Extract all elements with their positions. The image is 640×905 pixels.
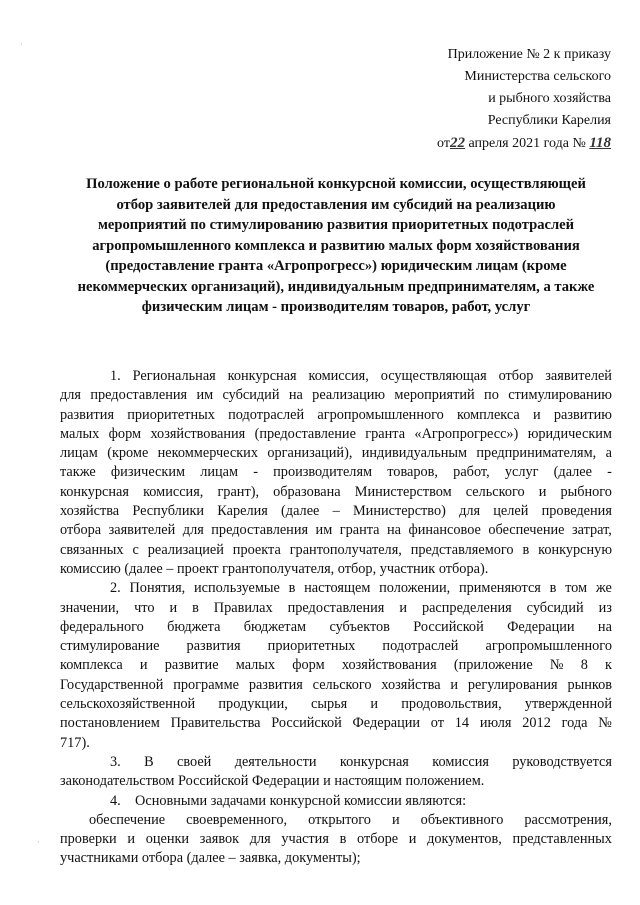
paragraph-line: федерального бюджета бюджетам субъектов Российской Федерации на <box>60 618 612 635</box>
title-line: агропромышленного комплекса и развитию малых форм хозяйствования <box>92 237 580 254</box>
paragraph-line: для предоставления им субсидий на реализацию мероприятий по стимулированию <box>60 387 612 404</box>
date-prefix: от <box>437 136 450 151</box>
title-line: отбор заявителей для предоставления им субсидий на реализацию <box>116 196 556 213</box>
paragraph-line: связанных с реализацией проекта грантополучателя, представляемого в конкурсную <box>60 541 612 558</box>
scan-mark: · <box>20 40 23 49</box>
paragraph-line: постановлением Правительства Российской Федерации от 14 июля 2012 года № <box>60 715 612 732</box>
paragraph-line: 3. В своей деятельности конкурсная комиссия руководствуется <box>110 753 612 770</box>
paragraph-line: проверки и оценки заявок для участия в отборе и документов, представленных <box>60 831 612 848</box>
title-line: Положение о работе региональной конкурсной комиссии, осуществляющей <box>86 176 586 192</box>
document-body <box>60 367 612 869</box>
paragraph <box>60 367 612 579</box>
paragraph <box>60 753 612 792</box>
attachment-header <box>437 44 611 155</box>
paragraph-line: также физическим лицам - производителям товаров, работ, услуг (далее - <box>60 464 612 481</box>
paragraph-line: 4. Основными задачами конкурсной комиссии являются: <box>110 792 467 809</box>
paragraph-line: хозяйства Республики Карелия (далее – Министерство) для целей проведения <box>60 503 612 520</box>
paragraph <box>60 811 612 869</box>
paragraph <box>60 579 612 753</box>
paragraph-line: лицам (кроме некоммерческих организаций), индивидуальным предпринимателям, а <box>60 445 612 462</box>
paragraph-line: развития приоритетных подотраслей агропромышленного комплекса и развитию <box>60 406 612 423</box>
paragraph <box>60 792 612 811</box>
title-line: (предоставление гранта «Агропрогресс») юридическим лицам (кроме <box>105 258 567 274</box>
paragraph-line: комиссию (далее – проект грантополучателя, отбор, участник отбора). <box>60 560 489 577</box>
paragraph-line: 2. Понятия, используемые в настоящем положении, применяются в том же <box>110 580 612 597</box>
paragraph-line: значении, что и в Правилах предоставления и распределения субсидий из <box>60 599 612 616</box>
paragraph-line: участниками отбора (далее – заявка, документы); <box>60 850 361 867</box>
paragraph-line: комплекса и развитие малых форм хозяйствования (приложение № 8 к <box>60 657 612 674</box>
title-line: мероприятий по стимулированию развития приоритетных подотраслей <box>97 217 575 233</box>
paragraph-line: сельскохозяйственной продукции, сырья и продовольствия, утвержденной <box>60 696 612 713</box>
date-day-handwritten: 22 <box>449 135 465 151</box>
paragraph-line: 1. Региональная конкурсная комиссия, осуществляющая отбор заявителей <box>110 368 612 384</box>
paragraph-line: стимулирование развития приоритетных подотраслей агропромышленного <box>60 638 612 655</box>
attachment-line: Приложение № 2 к приказу <box>447 47 611 62</box>
document-title <box>60 174 612 318</box>
attachment-line: Республики Карелия <box>487 113 611 128</box>
order-number-handwritten: 118 <box>589 135 611 151</box>
date-rest: апреля 2021 года № <box>464 136 590 151</box>
attachment-line: Министерства сельского <box>464 69 611 84</box>
paragraph-line: отбора заявителей для предоставления им гранта на финансовое обеспечение затрат, <box>60 522 612 539</box>
title-line: физическим лицам - производителям товаров, работ, услуг <box>141 299 531 315</box>
attachment-line: и рыбного хозяйства <box>488 91 611 106</box>
order-date-line <box>437 132 611 155</box>
title-line: некоммерческих организаций), индивидуальным предпринимателям, а также <box>77 278 595 295</box>
paragraph-line: 717). <box>60 734 90 751</box>
paragraph-line: конкурсная комиссия, грант), образована Министерством сельского и рыбного <box>60 483 612 500</box>
paragraph-line: законодательством Российской Федерации и настоящим положением. <box>60 773 485 790</box>
paragraph-line: малых форм хозяйствования (предоставление гранта «Агропрогресс») юридическим <box>60 425 612 442</box>
paragraph-line: Государственной программе развития сельского хозяйства и регулирования рынков <box>60 676 612 693</box>
paragraph-line: обеспечение своевременного, открытого и объективного рассмотрения, <box>89 811 612 828</box>
scan-mark: · <box>37 838 40 847</box>
